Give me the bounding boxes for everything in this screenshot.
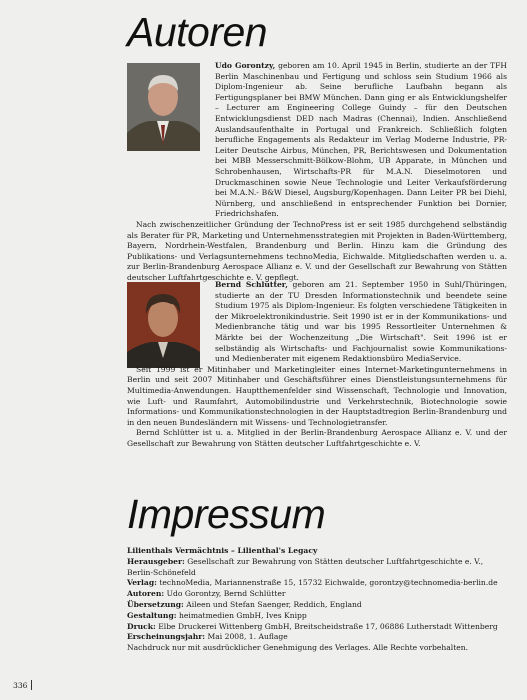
- value-verlag: technoMedia, Mariannenstraße 15, 15732 Eichwalde, gorontzy@technomedia-berlin.de: [159, 578, 498, 588]
- section-title-autoren: Autoren: [127, 9, 268, 55]
- impressum-block: [127, 546, 507, 654]
- bio-paragraph: geboren am 21. September 1950 in Suhl/Thüringen, studierte an der TU Dresden Informationstechnik und beendete seine Studium 1975 als Diplom-Ingenieur. Es folgten verschiedene Tätigkeiten in der Mikroelektronikindustrie. Seit 1990 ist er in der Kommunikations- und Medienbranche tätig und war bis 1995 Ressortleiter Unternehmen & Märkte bei der Wochenzeitung „Die Wirtschaft". Seit 1996 ist er selbständig als Wirtschafts- und Fachjournalist sowie Kommunikations- und Medienberater mit eigenem Redaktionsbüro MediaService.: [215, 280, 508, 364]
- value-herausgeber: Gesellschaft zur Bewahrung von Stätten deutscher Luftfahrtgeschichte e. V., Berlin-Schönefeld: [127, 556, 484, 577]
- author-bio-udo-gorontzy: [127, 61, 507, 283]
- label-herausgeber: Herausgeber:: [127, 556, 185, 566]
- label-verlag: Verlag:: [127, 578, 157, 588]
- book-title: Lilienthals Vermächtnis – Lilienthal's Legacy: [127, 546, 318, 555]
- label-gestaltung: Gestaltung:: [127, 610, 177, 620]
- bio-paragraph: geboren am 10. April 1945 in Berlin, studierte an der TFH Berlin Maschinenbau und Fertigung und schloss sein Studium 1966 als Diplom-Ingenieur ab. Seine berufliche Laufbahn begann als Fertigungsplaner bei BMW München. Dann ging er als Entwicklungshelfer – Lecturer am Engineering College Guindy – für den Deutschen Entwicklungsdienst DED nach Madras (Chennai), Indien. Anschließend Auslandsaufenthalte in Portugal und Frankreich. Schließlich folgten berufliche Engagements als Redakteur im Verlag Moderne Industrie, PR-Leiter Deutsche Airbus, München, PR, Berichtswesen und Dokumentation bei MBB Messerschmitt-Bölkow-Blohm, UB Apparate, in München und Schrobenhausen, Wirtschafts-PR für M.A.N. Dieselmotoren und Druckmaschinen sowie Neue Technologie und Leiter Verkaufsförderung bei M.A.N.- B&W Diesel, Augsburg/Kopenhagen. Dann Leiter PR bei Diehl, Nürnberg, und anschließend in entsprechender Funktion bei Dornier, Friedrichshafen.: [215, 61, 507, 219]
- label-autoren: Autoren:: [127, 589, 165, 599]
- value-gestaltung: heimatmedien GmbH, Ives Knipp: [179, 610, 307, 620]
- section-title-impressum: Impressum: [127, 491, 326, 537]
- author-bio-bernd-schluetter: [127, 280, 507, 450]
- label-druck: Druck:: [127, 621, 156, 631]
- bio-paragraph: Nach zwischenzeitlicher Gründung der TechnoPress ist er seit 1985 durchgehend selbständig als Berater für PR, Marketing und Unternehmensstrategien mit Projekten in Baden-Württemberg, Bayern, Nordrhein-Westfalen, Brandenburg und Berlin. Hinzu kam die Gründung des Publikations- und Verlagsunternehmens technoMedia, Eichwalde. Mitgliedschaften werden u. a. zur Berlin-Brandenburg Aerospace Allianz e. V. und der Gesellschaft zur Bewahrung von Stätten deutscher Luftfahrtgeschichte e. V. gepflegt.: [127, 219, 507, 282]
- bio-paragraph: Seit 1999 ist er Mitinhaber und Marketingleiter eines Internet-Marketingunternehmens in Berlin und seit 2007 Mitinhaber und Geschäftsführer eines Dienstleistungsunternehmens für Multimedia-Anwendungen. Hauptthemenfelder sind Wissenschaft, Technologie und Innovation, wie Luft- und Raumfahrt, Automobilindustrie und Verkehrstechnik, Biotechnologie sowie Informations- und Kommunikationstechnologien in der Hauptstadtregion Berlin-Brandenburg und in den neuen Bundesländern mit Wissens- und Technologietransfer.: [127, 364, 507, 427]
- author-name: Udo Gorontzy,: [215, 61, 276, 70]
- value-uebersetzung: Aileen und Stefan Saenger, Reddich, England: [186, 599, 362, 609]
- label-uebersetzung: Übersetzung:: [127, 599, 184, 609]
- copyright-notice: Nachdruck nur mit ausdrücklicher Genehmigung des Verlages. Alle Rechte vorbehalten.: [127, 643, 469, 653]
- page-number-divider: [31, 680, 32, 690]
- page-number: 336: [13, 681, 28, 690]
- label-erscheinungsjahr: Erscheinungsjahr:: [127, 632, 206, 642]
- author-name: Bernd Schlütter,: [215, 280, 288, 289]
- value-erscheinungsjahr: Mai 2008, 1. Auflage: [207, 632, 288, 642]
- bio-paragraph: Bernd Schlütter ist u. a. Mitglied in der Berlin-Brandenburg Aerospace Allianz e. V. und der Gesellschaft zur Bewahrung von Stätten deutscher Luftfahrtgeschichte e. V.: [127, 428, 507, 448]
- value-autoren: Udo Gorontzy, Bernd Schlütter: [166, 589, 286, 599]
- value-druck: Elbe Druckerei Wittenberg GmbH, Breitscheidstraße 17, 06886 Lutherstadt Wittenberg: [158, 621, 498, 631]
